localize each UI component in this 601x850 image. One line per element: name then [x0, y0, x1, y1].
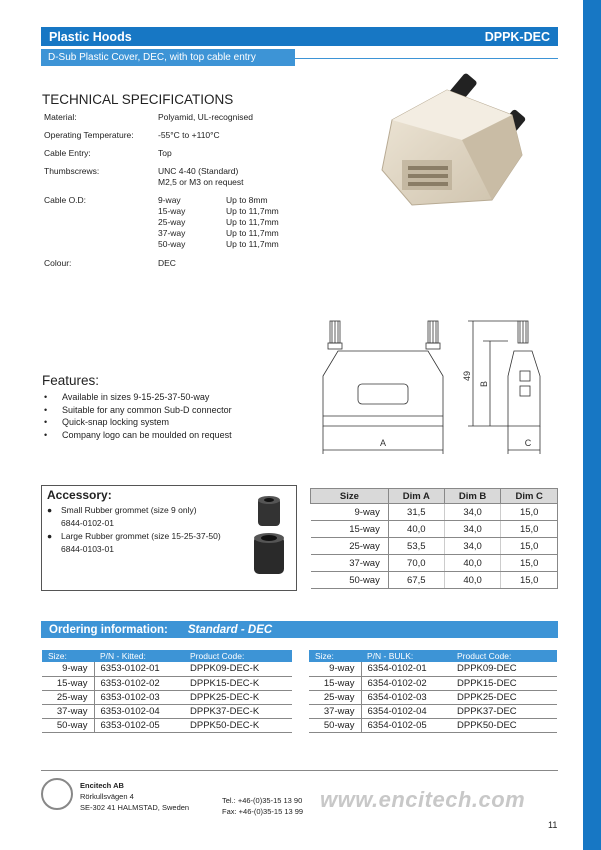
- cell: 50-way: [42, 718, 94, 732]
- cable-od-size: 37-way: [158, 228, 186, 238]
- accessory-item: Large Rubber grommet (size 15-25-37-50): [61, 531, 221, 541]
- cable-od-value: Up to 11,7mm: [226, 206, 279, 216]
- spec-label-temperature: Operating Temperature:: [44, 130, 134, 140]
- cell: DPPK37-DEC: [451, 704, 557, 718]
- spec-label-cable-od: Cable O.D:: [44, 195, 87, 205]
- cable-od-value: Up to 11,7mm: [226, 239, 279, 249]
- kitted-table: [42, 650, 292, 733]
- bullet-icon: ●: [47, 505, 53, 515]
- dimensions-table: [310, 488, 558, 589]
- ordering-bar: [41, 621, 558, 638]
- title-bar: [41, 27, 558, 46]
- table-row: [309, 704, 557, 718]
- table-row: [311, 504, 558, 521]
- dim-label-a: A: [379, 438, 387, 448]
- cable-od-size: 25-way: [158, 217, 186, 227]
- column-header: Dim C: [501, 489, 558, 504]
- cell: 37-way: [309, 704, 361, 718]
- cell: 6353-0102-05: [94, 718, 184, 732]
- cell: 15-way: [311, 521, 389, 538]
- cell: 34,0: [444, 538, 501, 555]
- cell: DPPK50-DEC: [451, 718, 557, 732]
- table-row: [42, 690, 292, 704]
- company-name: Encitech AB: [80, 781, 124, 790]
- address-line: Rörkullsvägen 4: [80, 792, 134, 801]
- cell: 37-way: [42, 704, 94, 718]
- page-number: 11: [548, 820, 558, 830]
- cell: 34,0: [444, 521, 501, 538]
- cell: 6353-0102-03: [94, 690, 184, 704]
- accessory-heading: Accessory:: [47, 488, 112, 502]
- spec-value-thumbscrews-alt: M2,5 or M3 on request: [158, 177, 244, 187]
- column-header: Product Code:: [451, 650, 557, 662]
- spec-value-material: Polyamid, UL-recognised: [158, 112, 253, 122]
- feature-item: • Available in sizes 9-15-25-37-50-way: [44, 391, 232, 404]
- page-title: Plastic Hoods: [49, 29, 132, 44]
- cable-od-size: 9-way: [158, 195, 181, 205]
- column-header: Product Code:: [184, 650, 292, 662]
- subtitle: D-Sub Plastic Cover, DEC, with top cable entry: [48, 52, 256, 63]
- product-photo: [372, 60, 562, 220]
- table-row: [309, 676, 557, 690]
- technical-drawing: [318, 316, 558, 461]
- spec-value-thumbscrews: UNC 4-40 (Standard): [158, 166, 239, 176]
- bullet-icon: ●: [47, 531, 53, 541]
- table-row: [309, 690, 557, 704]
- cell: 6353-0102-04: [94, 704, 184, 718]
- cable-od-value: Up to 8mm: [226, 195, 268, 205]
- cell: 40,0: [444, 555, 501, 572]
- table-header-row: [311, 489, 558, 504]
- dim-label-c: C: [524, 438, 532, 448]
- table-row: [311, 572, 558, 589]
- cell: 6354-0102-05: [361, 718, 451, 732]
- cell: 15,0: [501, 538, 558, 555]
- column-header: Dim A: [388, 489, 444, 504]
- spec-value-colour: DEC: [158, 258, 176, 268]
- accessory-pn: 6844-0103-01: [61, 544, 114, 554]
- phone: Tel.: +46-(0)35-15 13 90: [222, 796, 303, 805]
- cable-od-size: 50-way: [158, 239, 186, 249]
- column-header: Size:: [309, 650, 361, 662]
- cell: DPPK15-DEC: [451, 676, 557, 690]
- cell: 15,0: [501, 521, 558, 538]
- table-row: [42, 662, 292, 676]
- cable-od-size: 15-way: [158, 206, 186, 216]
- cell: 6354-0102-04: [361, 704, 451, 718]
- table-row: [311, 521, 558, 538]
- table-row: [42, 676, 292, 690]
- cell: 25-way: [42, 690, 94, 704]
- cell: 15,0: [501, 572, 558, 589]
- cell: 31,5: [388, 504, 444, 521]
- cell: 40,0: [444, 572, 501, 589]
- footer-address: [80, 780, 189, 813]
- cell: DPPK37-DEC-K: [184, 704, 292, 718]
- spec-heading: TECHNICAL SPECIFICATIONS: [42, 92, 234, 107]
- table-row: [309, 718, 557, 732]
- cell: 6353-0102-01: [94, 662, 184, 676]
- cell: 6353-0102-02: [94, 676, 184, 690]
- cell: 40,0: [388, 521, 444, 538]
- accessory-list: [47, 505, 221, 555]
- ordering-standard: Standard - DEC: [187, 623, 273, 636]
- certification-seal-icon: [41, 778, 73, 810]
- cable-od-value: Up to 11,7mm: [226, 217, 279, 227]
- feature-item: • Suitable for any common Sub-D connector: [44, 404, 232, 417]
- cell: 6354-0102-02: [361, 676, 451, 690]
- cell: 15-way: [42, 676, 94, 690]
- table-row: [311, 538, 558, 555]
- subtitle-rule: [295, 58, 558, 59]
- table-row: [311, 555, 558, 572]
- cell: 9-way: [311, 504, 389, 521]
- accessory-pn: 6844-0102-01: [61, 518, 114, 528]
- cell: 34,0: [444, 504, 501, 521]
- cell: DPPK09-DEC-K: [184, 662, 292, 676]
- dim-label-b: B: [479, 380, 489, 388]
- features-heading: Features:: [42, 373, 100, 388]
- cell: DPPK25-DEC-K: [184, 690, 292, 704]
- cell: 9-way: [42, 662, 94, 676]
- column-header: Dim B: [444, 489, 501, 504]
- footer-rule: [41, 770, 558, 771]
- feature-item: • Quick-snap locking system: [44, 416, 232, 429]
- accessory-item: Small Rubber grommet (size 9 only): [61, 505, 197, 515]
- cell: 15,0: [501, 555, 558, 572]
- feature-item: • Company logo can be moulded on request: [44, 429, 232, 442]
- column-header: Size: [311, 489, 389, 504]
- spec-label-thumbscrews: Thumbscrews:: [44, 166, 100, 176]
- website-link[interactable]: www.encitech.com: [320, 787, 526, 812]
- spec-value-temperature: -55°C to +110°C: [158, 130, 220, 140]
- table-row: [42, 704, 292, 718]
- cell: 25-way: [311, 538, 389, 555]
- cell: 9-way: [309, 662, 361, 676]
- table-row: [42, 718, 292, 732]
- cell: DPPK15-DEC-K: [184, 676, 292, 690]
- cell: 6354-0102-03: [361, 690, 451, 704]
- spec-label-colour: Colour:: [44, 258, 72, 268]
- fax: Fax: +46-(0)35-15 13 99: [222, 807, 304, 816]
- spec-label-cable-entry: Cable Entry:: [44, 148, 91, 158]
- cell: 37-way: [311, 555, 389, 572]
- address-line: SE-302 41 HALMSTAD, Sweden: [80, 803, 190, 812]
- cell: DPPK50-DEC-K: [184, 718, 292, 732]
- grommet-photo: [248, 494, 292, 579]
- footer-contact: [222, 795, 303, 817]
- table-header-row: [42, 650, 292, 662]
- cell: 25-way: [309, 690, 361, 704]
- cell: 70,0: [388, 555, 444, 572]
- cell: DPPK25-DEC: [451, 690, 557, 704]
- dim-label-49: 49: [462, 370, 472, 382]
- cell: 15-way: [309, 676, 361, 690]
- cell: 50-way: [311, 572, 389, 589]
- side-color-bar: [583, 0, 601, 850]
- spec-value-cable-entry: Top: [158, 148, 172, 158]
- product-code: DPPK-DEC: [484, 29, 550, 44]
- cell: 50-way: [309, 718, 361, 732]
- features-list: [44, 391, 232, 441]
- cell: 6354-0102-01: [361, 662, 451, 676]
- cell: 53,5: [388, 538, 444, 555]
- column-header: Size:: [42, 650, 94, 662]
- subtitle-bar: [41, 49, 295, 66]
- column-header: P/N - BULK:: [361, 650, 451, 662]
- cell: 15,0: [501, 504, 558, 521]
- cell: 67,5: [388, 572, 444, 589]
- column-header: P/N - Kitted:: [94, 650, 184, 662]
- spec-label-material: Material:: [44, 112, 77, 122]
- cell: DPPK09-DEC: [451, 662, 557, 676]
- ordering-heading: Ordering information:: [49, 623, 168, 636]
- table-row: [309, 662, 557, 676]
- bulk-table: [309, 650, 557, 733]
- cable-od-value: Up to 11,7mm: [226, 228, 279, 238]
- table-header-row: [309, 650, 557, 662]
